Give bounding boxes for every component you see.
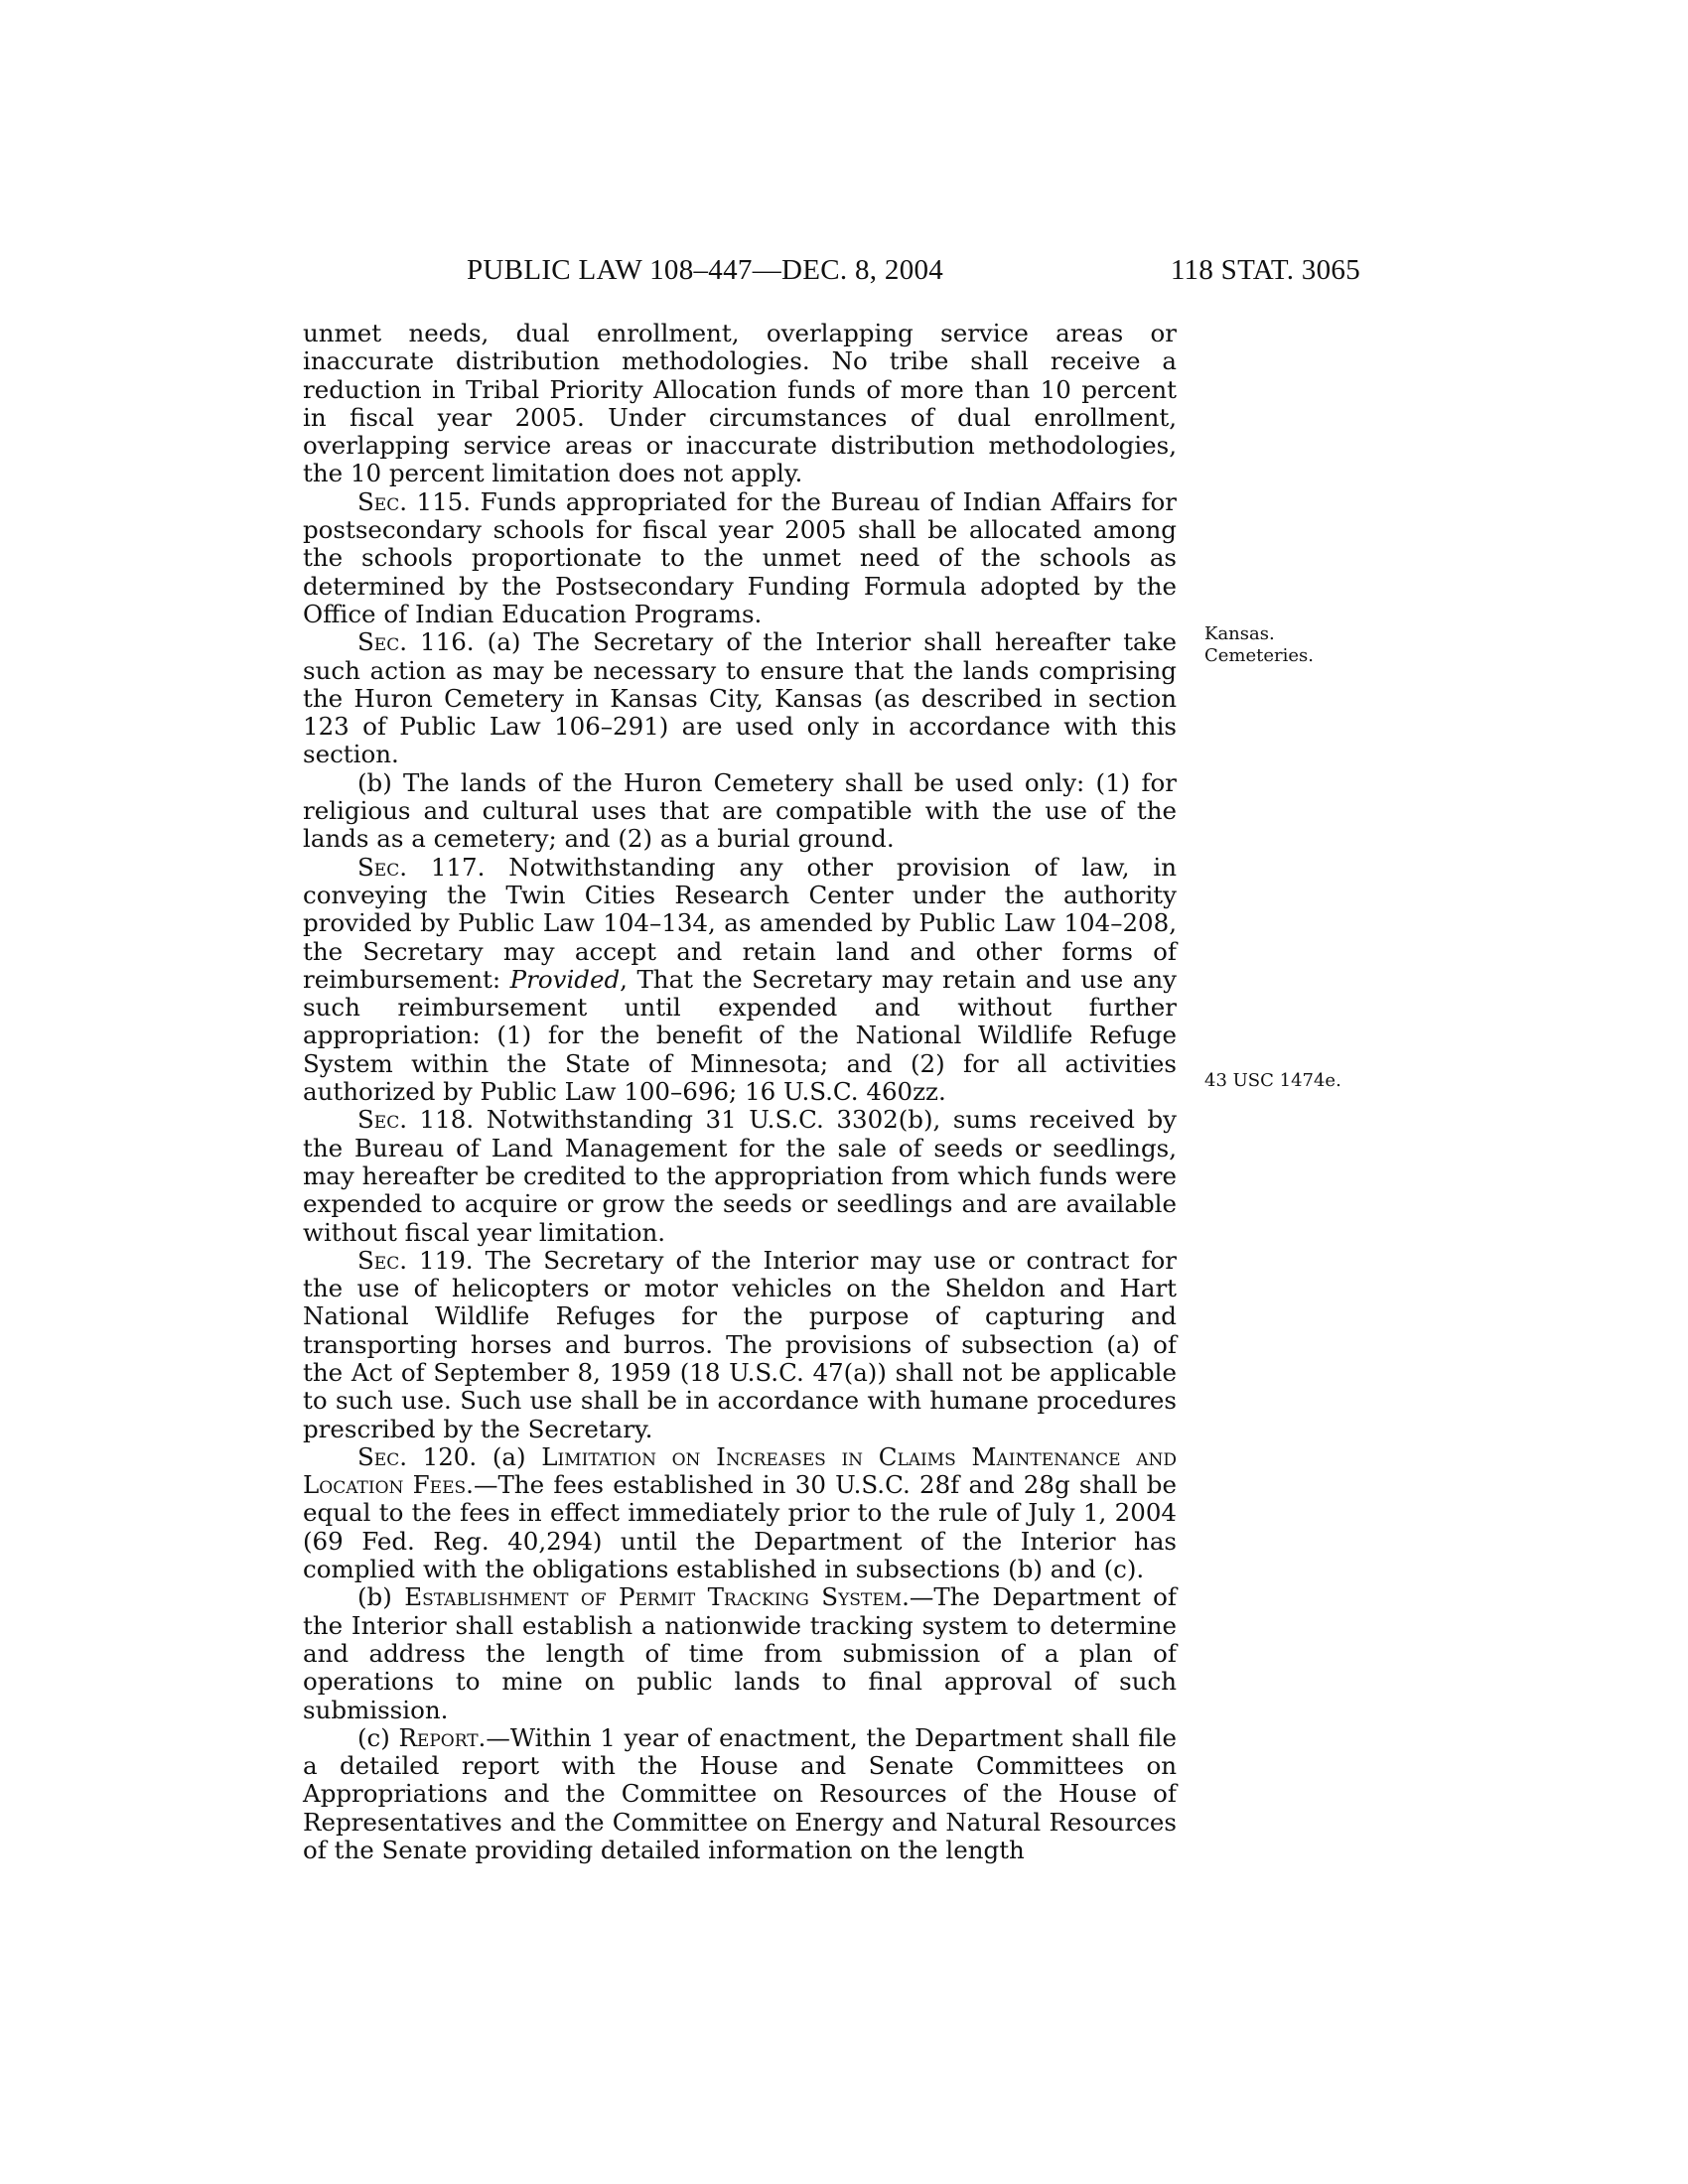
section-118 (303, 1106, 1177, 1246)
section-text: .—Within 1 year of enactment, the Department shall file a detailed report with the House and Senate Committees on Appropriations and the Committee on Resources of the House of Representatives and the Committee on Energy and Natural Resources of the Senate providing detailed information on the length (303, 1722, 1177, 1865)
page-header (303, 254, 1360, 294)
subsection-prefix: (b) (357, 1582, 392, 1612)
section-120-c (303, 1724, 1177, 1864)
paragraph-continued: unmet needs, dual enrollment, overlapping service areas or inaccurate distribution methodologies. No tribe shall receive a reduction in Tribal Priority Allocation funds of more than 10 percent in fiscal year 2005. Under circumstances of dual enrollment, overlapping service areas or inaccurate distribution methodologies, the 10 percent limitation does not apply. (303, 319, 1177, 488)
subsection-heading: Establishment of Permit Tracking System (404, 1582, 903, 1612)
section-119 (303, 1247, 1177, 1443)
page-body (303, 320, 1177, 1864)
section-text: Notwithstanding any other provision of law, in conveying the Twin Cities Research Center under the authority provided by Public Law 104–134, as amended by Public Law 104–208, the Secretary may accept and retain land and other forms of reimbursement: (303, 852, 1178, 994)
subsection-prefix: (c) (357, 1722, 390, 1752)
margin-note-line: Cemeteries. (1204, 645, 1315, 666)
section-116 (303, 628, 1177, 768)
section-text: .—The fees established in 30 U.S.C. 28f and 28g shall be equal to the fees in effect immediately prior to the rule of July 1, 2004 (69 Fed. Reg. 40,294) until the Department of the Interior has complied with the obligations established in subsections (b) and (c). (303, 1470, 1177, 1584)
section-text: , That the Secretary may retain and use any such reimbursement until expended and without further appropriation: (1) for the benefit of the National Wildlife Refuge System within the State of Minnesota; and (2) for all activities authorized by Public Law 100–696; 16 U.S.C. 460zz. (303, 964, 1177, 1107)
provided-proviso: Provided (509, 964, 621, 994)
section-120-a (303, 1443, 1177, 1583)
section-117 (303, 854, 1177, 1107)
section-label: Sec. 116. (357, 627, 475, 657)
section-text: Funds appropriated for the Bureau of Indian Affairs for postsecondary schools for fiscal year 2005 shall be allocated among the schools proportionate to the unmet need of the schools as determined by the Postsecondary Funding Formula adopted by the Office of Indian Education Programs. (303, 486, 1177, 628)
subsection-prefix: (a) (492, 1441, 526, 1471)
section-label: Sec. 119. (357, 1245, 474, 1275)
section-label: Sec. 117. (357, 852, 486, 882)
section-label: Sec. 115. (357, 486, 472, 516)
section-text: .—The Department of the Interior shall establish a nationwide tracking system to determine and address the length of time from submission of a plan of operations to mine on public lands to final approval of such submission. (303, 1582, 1177, 1724)
section-text: (a) The Secretary of the Interior shall hereafter take such action as may be necessary to ensure that the lands comprising the Huron Cemetery in Kansas City, Kansas (as described in section 123 of Public Law 106–291) are used only in accordance with this section. (303, 627, 1178, 769)
statute-page-number: 118 STAT. 3065 (1170, 254, 1360, 286)
section-label: Sec. 120. (357, 1441, 478, 1471)
subsection-heading: Report (398, 1722, 479, 1752)
section-116-b: (b) The lands of the Huron Cemetery shall be used only: (1) for religious and cultural uses that are compatible with the use of the lands as a cemetery; and (2) as a burial ground. (303, 767, 1177, 854)
subsection-heading: Limitation on Increases in Claims Maintenance and Location Fees (303, 1441, 1177, 1500)
section-text: Notwithstanding 31 U.S.C. 3302(b), sums received by the Bureau of Land Management for the sale of seeds or seedlings, may hereafter be credited to the appropriation from which funds were expended to acquire or grow the seeds or seedlings and are available without fiscal year limitation. (303, 1105, 1178, 1247)
section-text: The Secretary of the Interior may use or contract for the use of helicopters or motor vehicles on the Sheldon and Hart National Wildlife Refuges for the purpose of capturing and transporting horses and burros. The provisions of subsection (a) of the Act of September 8, 1959 (18 U.S.C. 47(a)) shall not be applicable to such use. Such use shall be in accordance with humane procedures prescribed by the Secretary. (303, 1245, 1178, 1443)
section-120-b (303, 1583, 1177, 1723)
margin-note-line: Kansas. (1204, 623, 1275, 644)
section-label: Sec. 118. (357, 1105, 475, 1135)
margin-note-usc: 43 USC 1474e. (1204, 1070, 1341, 1091)
running-title: PUBLIC LAW 108–447—DEC. 8, 2004 (467, 254, 944, 286)
section-115 (303, 488, 1177, 628)
margin-note-kansas (1204, 623, 1314, 667)
